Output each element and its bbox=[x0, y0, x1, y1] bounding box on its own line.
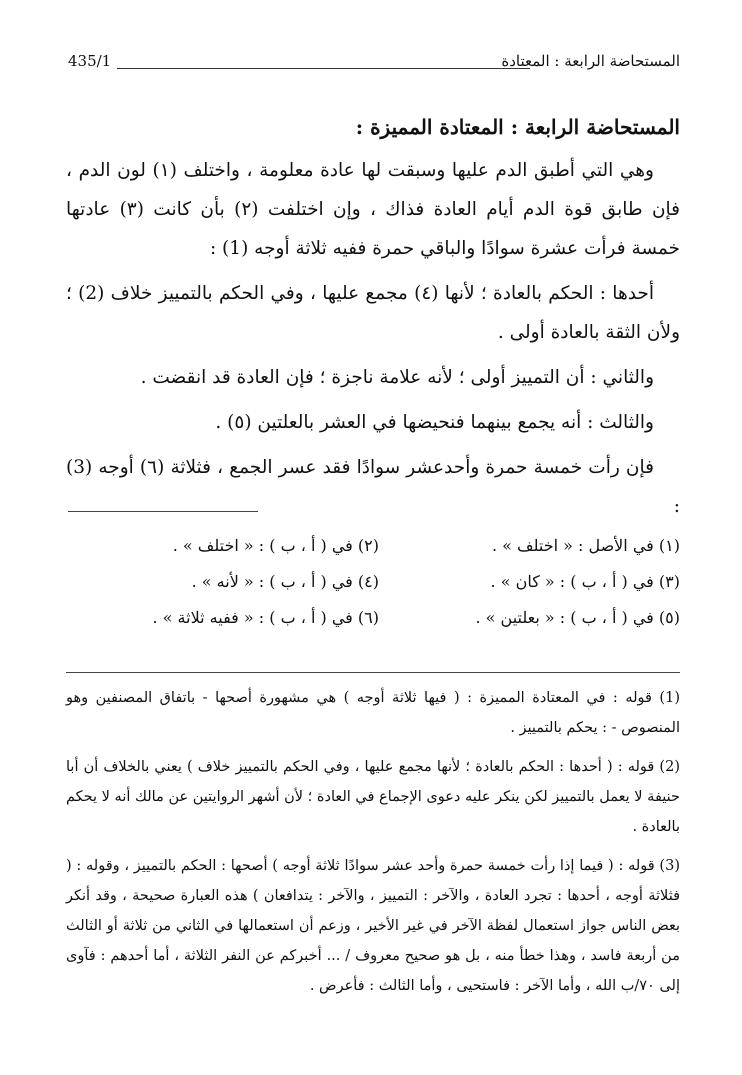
footnote: (٦) في ( أ ، ب ) : « ففيه ثلاثة » . bbox=[152, 607, 379, 627]
footnote: (٤) في ( أ ، ب ) : « لأنه » . bbox=[191, 571, 379, 591]
footnote-row bbox=[78, 563, 680, 599]
variant-footnotes bbox=[78, 527, 680, 635]
footnote: (٥) في ( أ ، ب ) : « بعلتين » . bbox=[475, 607, 680, 627]
footnote: (٢) في ( أ ، ب ) : « اختلف » . bbox=[172, 535, 379, 555]
commentary-note: (1) قوله : في المعتادة المميزة : ( فيها ثلاثة أوجه ) هي مشهورة أصحها - باتفاق المصنفين وهو المنصوص - : يحكم بالتمييز . bbox=[66, 690, 680, 736]
main-paragraph: والثالث : أنه يجمع بينهما فنحيضها في العشر بالعلتين (٥) . bbox=[215, 412, 654, 433]
footnote-row bbox=[78, 599, 680, 635]
footnote-separator bbox=[68, 511, 258, 512]
footnote: (٣) في ( أ ، ب ) : « كان » . bbox=[490, 571, 680, 591]
commentary-note: (2) قوله : ( أحدها : الحكم بالعادة ؛ لأنها مجمع عليها ، وفي الحكم بالتمييز خلاف ) يعني بالخلاف أن أبا حنيفة لا يعمل بالتمييز لكن ينكر عليه دعوى الإجماع في العادة ؛ لأن أشهر الروايتين عن مالك أنه لا يحكم بالعادة . bbox=[66, 759, 680, 835]
page-number: 435/1 bbox=[68, 52, 117, 70]
commentary-notes bbox=[66, 683, 680, 1010]
main-paragraph: فإن رأت خمسة حمرة وأحدعشر سوادًا فقد عسر الجمع ، فثلاثة (٦) أوجه (3) : bbox=[66, 457, 680, 517]
commentary-separator bbox=[66, 672, 680, 673]
header-title: المستحاضة الرابعة : المعتادة bbox=[495, 52, 680, 70]
main-paragraph: والثاني : أن التمييز أولى ؛ لأنه علامة ناجزة ؛ فإن العادة قد انقضت . bbox=[140, 367, 654, 388]
footnote-row bbox=[78, 527, 680, 563]
main-paragraph: وهي التي أطبق الدم عليها وسبقت لها عادة معلومة ، واختلف (١) لون الدم ، فإن طابق قوة الدم أيام العادة فذاك ، وإن اختلفت (٢) بأن كانت (٣) عادتها خمسة فرأت عشرة سوادًا والباقي حمرة ففيه ثلاثة أوجه (1) : bbox=[66, 160, 681, 259]
section-heading: المستحاضة الرابعة : المعتادة المميزة : bbox=[355, 115, 680, 139]
main-paragraph: أحدها : الحكم بالعادة ؛ لأنها (٤) مجمع عليها ، وفي الحكم بالتمييز خلاف (2) ؛ ولأن الثقة بالعادة أولى . bbox=[66, 283, 680, 343]
running-header bbox=[68, 52, 680, 78]
main-text bbox=[66, 108, 680, 526]
header-rule bbox=[108, 68, 530, 69]
footnote: (١) في الأصل : « اختلف » . bbox=[491, 535, 680, 555]
commentary-note: (3) قوله : ( فيما إذا رأت خمسة حمرة وأحد عشر سوادًا ثلاثة أوجه ) أصحها : الحكم بالتمييز ، وقوله : ( فثلاثة أوجه ، أحدها : تجرد العادة ، والآخر : التمييز ، والآخر : يتدافعان ) هذه العبارة صحيحة ، وقد أنكر بعض الناس جواز استعمال لفظة الآخر في غير الأخير ، وزعم أن استعمالها في الثاني من ثلاثة أو الثالث من أربعة فاسد ، وهذا خطأ منه ، بل هو صحيح معروف / ... أخبركم عن النفر الثلاثة ، أما أحدهم : فآوى إلى ٧٠/ب الله ، وأما الآخر : فاستحيى ، وأما الثالث : فأعرض . bbox=[66, 858, 680, 994]
